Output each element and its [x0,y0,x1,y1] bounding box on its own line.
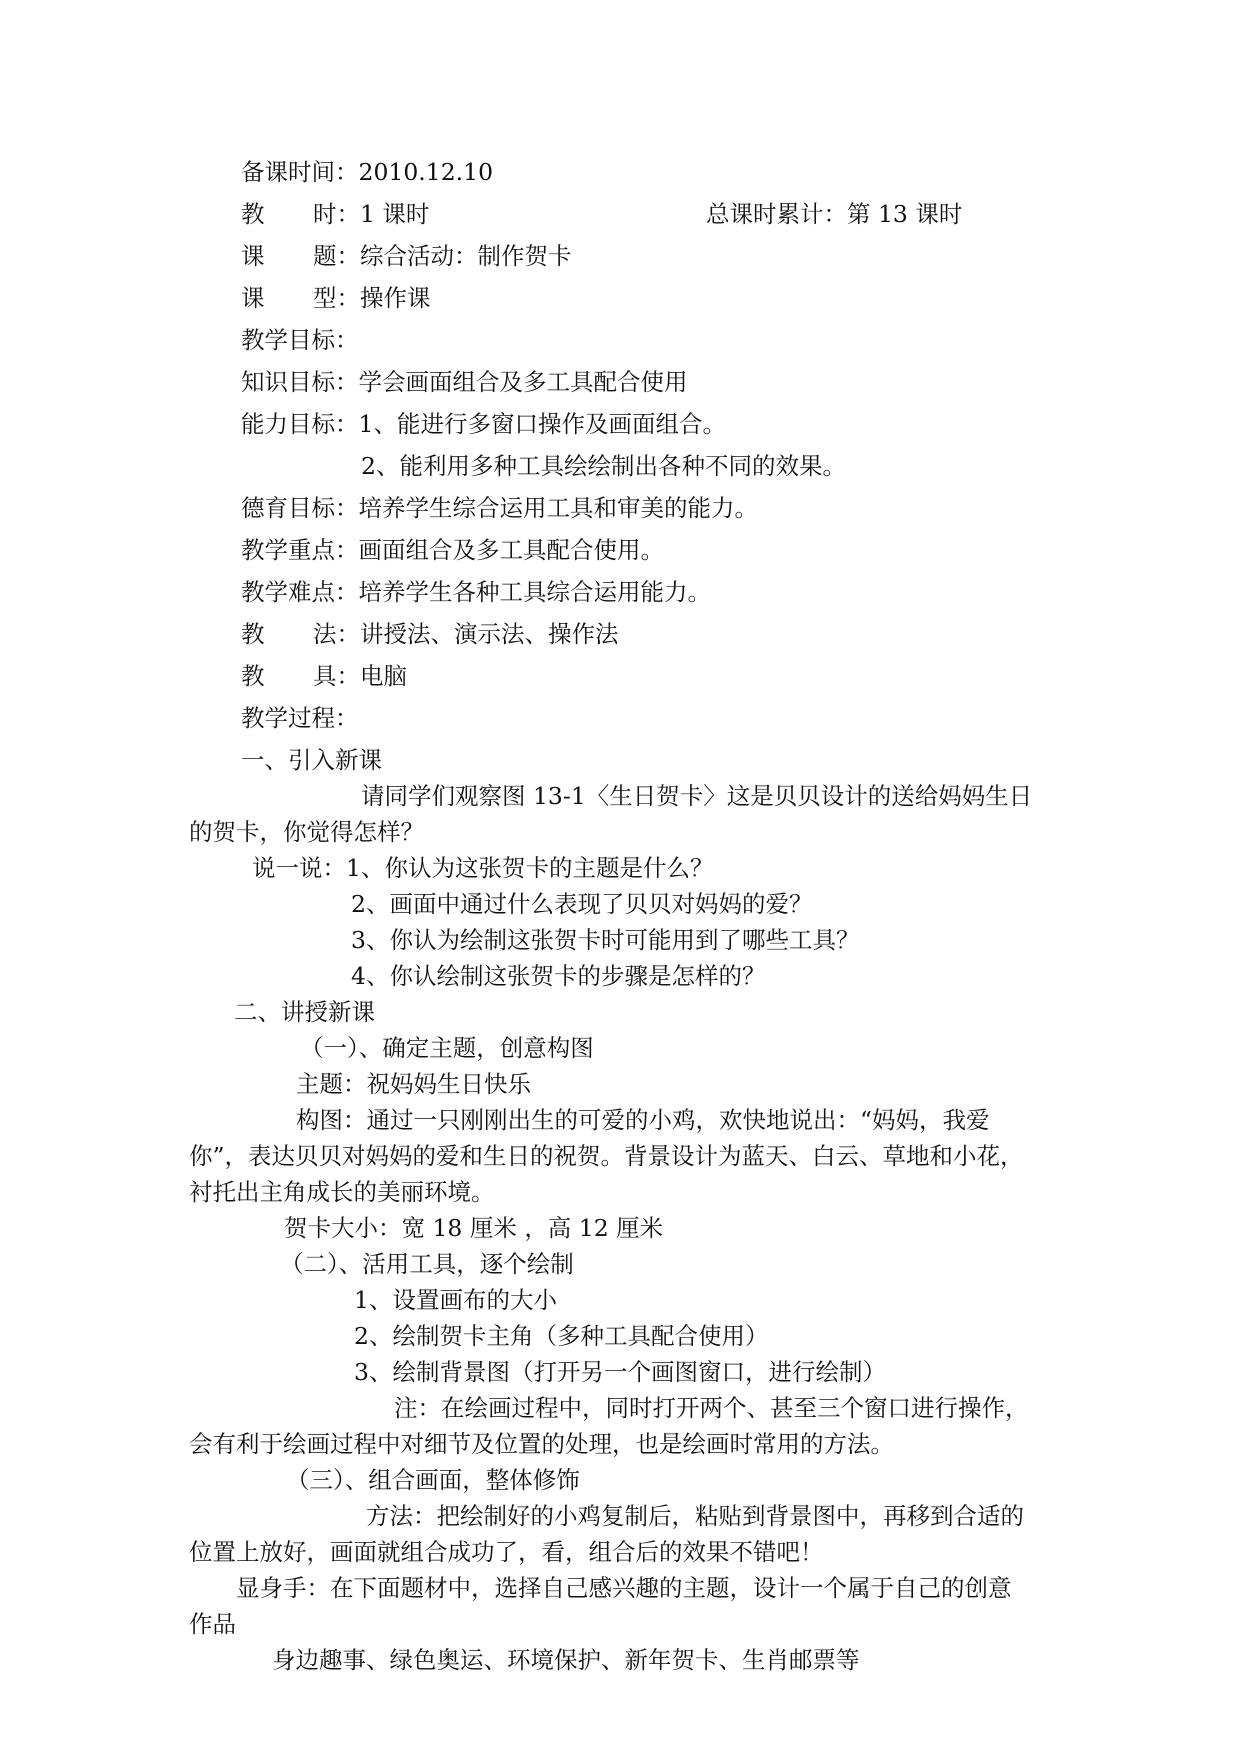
show-skill-line-1: 显身手：在下面题材中，选择自己感兴趣的主题，设计一个属于自己的创意 [236,1574,1012,1602]
section-1-paragraph-line-1: 请同学们观察图 13-1〈生日贺卡〉这是贝贝设计的送给妈妈生日 [361,782,1033,810]
section-2-heading: 二、讲授新课 [234,998,375,1026]
subsection-1-heading: （一）、确定主题，创意构图 [300,1034,594,1062]
topic-line [241,242,572,270]
knowledge-goal-value: 学会画面组合及多工具配合使用 [358,368,688,396]
question-3: 3、你认为绘制这张贺卡时可能用到了哪些工具？ [351,926,860,954]
composition-line-2: 你”，表达贝贝对妈妈的爱和生日的祝贺。背景设计为蓝天、白云、草地和小花， [189,1142,1024,1170]
difficulty-line [241,578,711,606]
method-value: 讲授法、演示法、操作法 [360,620,619,648]
topic-value: 综合活动：制作贺卡 [360,242,572,270]
question-4: 4、你认绘制这张贺卡的步骤是怎样的？ [351,962,766,990]
focus-label: 教学重点： [241,536,359,564]
ability-goal-item-2: 2、能利用多种工具绘绘制出各种不同的效果。 [361,452,846,480]
difficulty-value: 培养学生各种工具综合运用能力。 [358,578,711,606]
method-desc-line-2: 位置上放好，画面就组合成功了，看，组合后的效果不错吧！ [189,1538,824,1566]
method-line [241,620,619,648]
topic-label-b: 题： [313,242,360,270]
moral-goal-value: 培养学生综合运用工具和审美的能力。 [358,494,758,522]
step-2: 2、绘制贺卡主角（多种工具配合使用） [354,1322,769,1350]
period-label-a: 教 [241,200,265,228]
moral-goal-label: 德育目标： [241,494,359,522]
card-size-line: 贺卡大小：宽 18 厘米 ，高 12 厘米 [284,1214,664,1242]
knowledge-goal-line [241,368,688,396]
questions-label: 说一说： [252,854,346,882]
prep-time-value: 2010.12.10 [358,158,494,186]
step-3: 3、绘制背景图（打开另一个画图窗口，进行绘制） [354,1358,886,1386]
tools-label-b: 具： [313,662,360,690]
subsection-2-heading: （二）、活用工具，逐个绘制 [280,1250,574,1278]
note-line-1: 注：在绘画过程中，同时打开两个、甚至三个窗口进行操作， [394,1394,1029,1422]
prep-time-label: 备课时间： [241,158,359,186]
subsection-3-heading: （三）、组合画面，整体修饰 [286,1466,580,1494]
total-periods-label: 总课时累计： [706,200,847,228]
type-label-b: 型： [313,284,360,312]
focus-line [241,536,664,564]
period-line [241,200,430,228]
focus-value: 画面组合及多工具配合使用。 [358,536,664,564]
topic-label-a: 课 [241,242,265,270]
knowledge-goal-label: 知识目标： [241,368,359,396]
ability-goal-label: 能力目标： [241,410,359,438]
type-line [241,284,431,312]
difficulty-label: 教学难点： [241,578,359,606]
method-desc-line-1: 方法：把绘制好的小鸡复制后，粘贴到背景图中，再移到合适的 [366,1502,1024,1530]
question-line-1 [252,854,714,882]
process-title: 教学过程： [241,704,359,732]
method-label-a: 教 [241,620,265,648]
note-line-2: 会有利于绘画过程中对细节及位置的处理，也是绘画时常用的方法。 [189,1430,894,1458]
period-value: 1 课时 [360,200,430,228]
step-1: 1、设置画布的大小 [354,1286,557,1314]
period-label-b: 时： [313,200,360,228]
topics-list: 身边趣事、绿色奥运、环境保护、新年贺卡、生肖邮票等 [272,1646,860,1674]
theme-line: 主题：祝妈妈生日快乐 [296,1070,531,1098]
ability-goal-item-1: 1、能进行多窗口操作及画面组合。 [358,410,726,438]
section-1-paragraph-line-2: 的贺卡，你觉得怎样？ [189,818,424,846]
question-2: 2、画面中通过什么表现了贝贝对妈妈的爱？ [351,890,813,918]
composition-line-3: 衬托出主角成长的美丽环境。 [189,1178,495,1206]
prep-time-line [241,158,494,186]
tools-value: 电脑 [360,662,407,690]
type-value: 操作课 [360,284,431,312]
total-periods-value: 第 13 课时 [847,200,963,228]
tools-label-a: 教 [241,662,265,690]
show-skill-line-2: 作品 [189,1610,236,1638]
type-label-a: 课 [241,284,265,312]
method-label-b: 法： [313,620,360,648]
total-periods-line [706,200,963,228]
question-1: 1、你认为这张贺卡的主题是什么？ [346,854,714,882]
moral-goal-line [241,494,758,522]
ability-goal-line [241,410,726,438]
goals-title: 教学目标： [241,326,359,354]
section-1-heading: 一、引入新课 [241,746,382,774]
tools-line [241,662,407,690]
composition-line-1: 构图：通过一只刚刚出生的可爱的小鸡，欢快地说出：“妈妈，我爱 [296,1106,990,1134]
